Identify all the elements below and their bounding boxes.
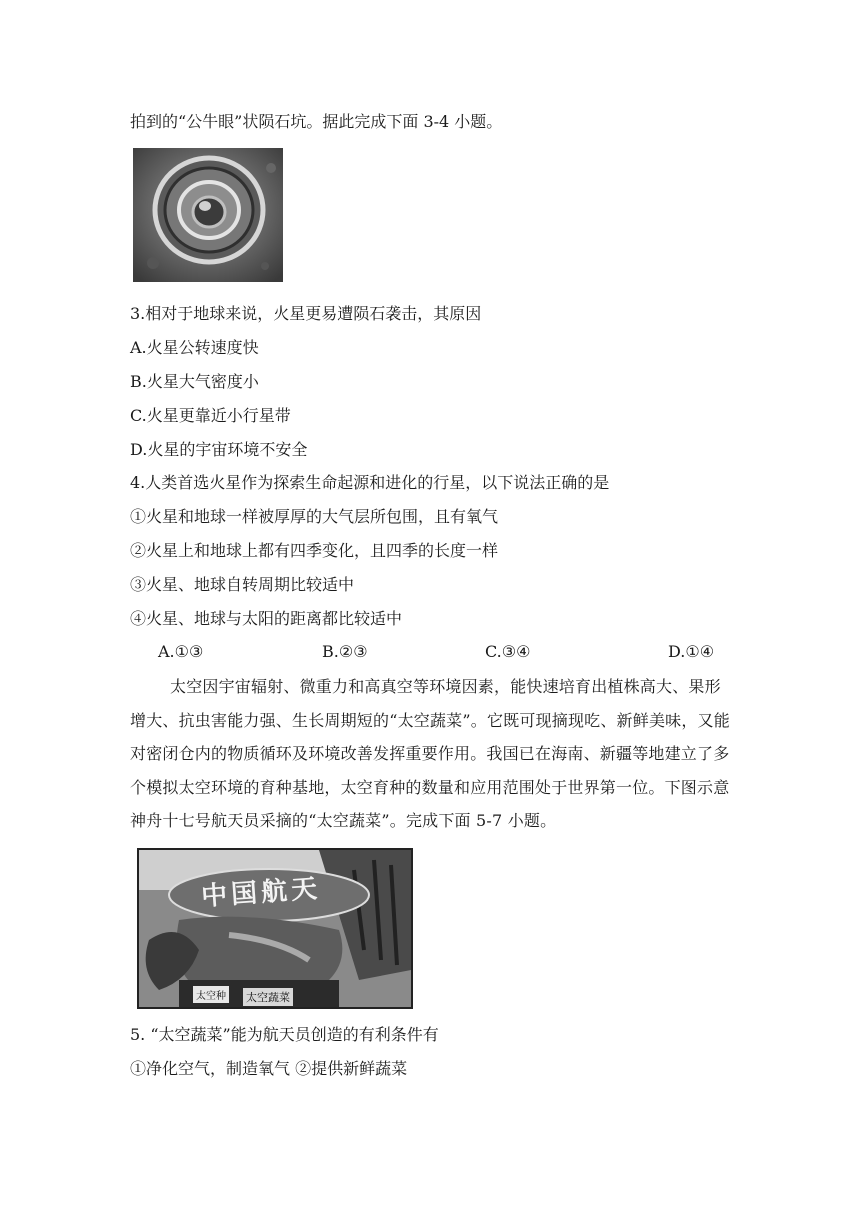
q4-choice-a: A.①③ <box>158 642 204 661</box>
photo-label-left: 太空种 <box>193 986 229 1003</box>
q4-statement-2: ②火星上和地球上都有四季变化，且四季的长度一样 <box>130 541 499 560</box>
photo-banner-text: 中国航天 <box>200 873 323 913</box>
q3-option-b: B.火星大气密度小 <box>130 372 259 391</box>
q3-option-d: D.火星的宇宙环境不安全 <box>130 440 308 459</box>
q4-stem: 4.人类首选火星作为探索生命起源和进化的行星，以下说法正确的是 <box>130 473 610 492</box>
q3-stem: 3.相对于地球来说，火星更易遭陨石袭击，其原因 <box>130 304 482 323</box>
q3-option-a: A.火星公转速度快 <box>130 338 259 357</box>
q4-choice-c: C.③④ <box>485 642 531 661</box>
q5-statements: ①净化空气，制造氧气 ②提供新鲜蔬菜 <box>130 1059 408 1078</box>
photo-label-right: 太空蔬菜 <box>243 988 293 1006</box>
intro-text: 拍到的“公牛眼”状陨石坑。据此完成下面 3-4 小题。 <box>130 112 503 131</box>
crater-image <box>133 148 283 282</box>
space-vegetable-passage: 太空因宇宙辐射、微重力和高真空等环境因素，能快速培育出植株高大、果形增大、抗虫害能力强、生长周期短的“太空蔬菜”。它既可现摘现吃、新鲜美味，又能对密闭仓内的物质循环及环境改善发挥重要作用。我国已在海南、新疆等地建立了多个模拟太空环境的育种基地，太空育种的数量和应用范围处于世界第一位。下图示意神舟十七号航天员采摘的“太空蔬菜”。完成下面 5-7 小题。 <box>130 677 730 830</box>
q3-option-c: C.火星更靠近小行星带 <box>130 406 291 425</box>
q4-choice-b: B.②③ <box>322 642 368 661</box>
q5-stem: 5. “太空蔬菜”能为航天员创造的有利条件有 <box>130 1025 439 1044</box>
q4-statement-1: ①火星和地球一样被厚厚的大气层所包围，且有氧气 <box>130 507 499 526</box>
space-vegetable-photo <box>137 848 413 1009</box>
q4-choice-d: D.①④ <box>668 642 715 661</box>
q4-statement-3: ③火星、地球自转周期比较适中 <box>130 575 355 594</box>
q4-statement-4: ④火星、地球与太阳的距离都比较适中 <box>130 609 403 628</box>
crater-photo <box>133 148 283 282</box>
